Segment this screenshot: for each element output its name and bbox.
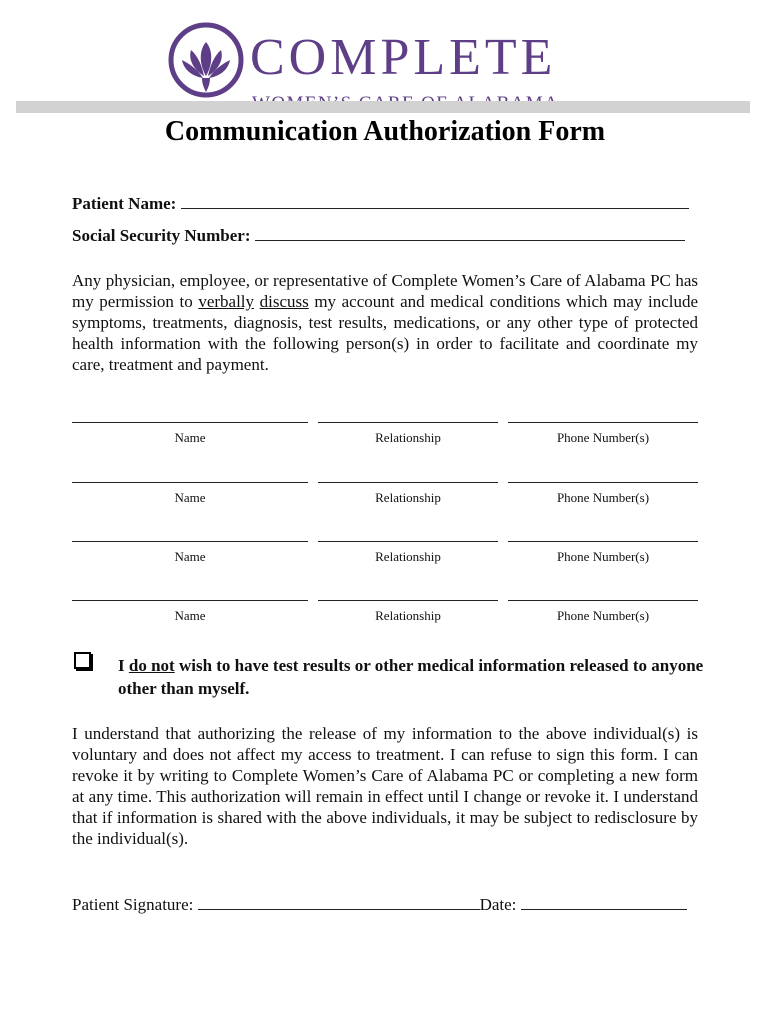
ssn-label: Social Security Number: [72, 226, 251, 245]
phone-input-line[interactable] [508, 422, 698, 423]
phone-label: Phone Number(s) [556, 490, 650, 505]
patient-name-label: Patient Name: [72, 194, 177, 213]
date-input-line[interactable] [521, 895, 687, 910]
relationship-label: Relationship [375, 490, 441, 505]
signature-field [72, 894, 687, 916]
flower-logo-icon [166, 20, 246, 100]
relationship-input-line[interactable] [318, 541, 498, 542]
opt-out-pre: I [118, 656, 129, 675]
phone-label: Phone Number(s) [556, 549, 650, 564]
opt-out-checkbox[interactable] [74, 652, 91, 669]
date-label: Date: [479, 895, 517, 914]
relationship-input-line[interactable] [318, 600, 498, 601]
name-input-line[interactable] [72, 422, 308, 423]
phone-label: Phone Number(s) [556, 430, 650, 445]
ssn-input-line[interactable] [255, 226, 685, 241]
relationship-input-line[interactable] [318, 422, 498, 423]
intro-text-1: Any physician, employee, or representative of Complete Women’s Care of Alabama PC has my permission to [72, 271, 698, 311]
opt-out-do-not: do not [128, 656, 175, 675]
name-input-line[interactable] [72, 600, 308, 601]
phone-label: Phone Number(s) [556, 608, 650, 623]
relationship-input-line[interactable] [318, 482, 498, 483]
company-logo [166, 20, 606, 100]
form-title: Communication Authorization Form [164, 116, 606, 147]
intro-discuss: discuss [259, 292, 309, 311]
name-label: Name [174, 549, 206, 564]
name-label: Name [174, 490, 206, 505]
contact-row [72, 541, 698, 581]
patient-name-input-line[interactable] [181, 194, 689, 209]
intro-verbally: verbally [198, 292, 255, 311]
understanding-paragraph: I understand that authorizing the release of my information to the above individual(s) is voluntary and does not affect my access to treatment. I can refuse to sign this form. I can revoke it by writing to Complete Women’s Care of Alabama PC or completing a new form at any time. This authorization will remain in effect until I change or revoke it. I understand that if information is shared with the above individuals, it may be subject to redisclosure by the individual(s). [72, 724, 698, 848]
name-label: Name [174, 608, 206, 623]
relationship-label: Relationship [375, 430, 441, 445]
phone-input-line[interactable] [508, 482, 698, 483]
intro-text-2: my account and medical conditions which may include symptoms, treatments, diagnosis, test results, medications, or any other type of protected health information with the following person(s) in order to facilitate and coordinate my care, treatment and payment. [72, 292, 699, 374]
contact-row [72, 600, 698, 640]
signature-label: Patient Signature: [72, 895, 194, 914]
relationship-label: Relationship [375, 608, 441, 623]
name-input-line[interactable] [72, 482, 308, 483]
contact-row [72, 482, 698, 522]
opt-out-post: wish to have test results or other medical information released to anyone other than myself. [118, 656, 704, 698]
header-divider-bar [16, 101, 750, 113]
name-label: Name [174, 430, 206, 445]
contact-row [72, 422, 698, 462]
phone-input-line[interactable] [508, 600, 698, 601]
patient-name-field [72, 194, 689, 214]
phone-input-line[interactable] [508, 541, 698, 542]
authorization-paragraph [72, 270, 698, 375]
logo-title: COMPLETE [250, 29, 557, 86]
signature-input-line[interactable] [198, 895, 480, 910]
ssn-field [72, 226, 685, 246]
relationship-label: Relationship [375, 549, 441, 564]
name-input-line[interactable] [72, 541, 308, 542]
opt-out-statement [118, 654, 708, 700]
